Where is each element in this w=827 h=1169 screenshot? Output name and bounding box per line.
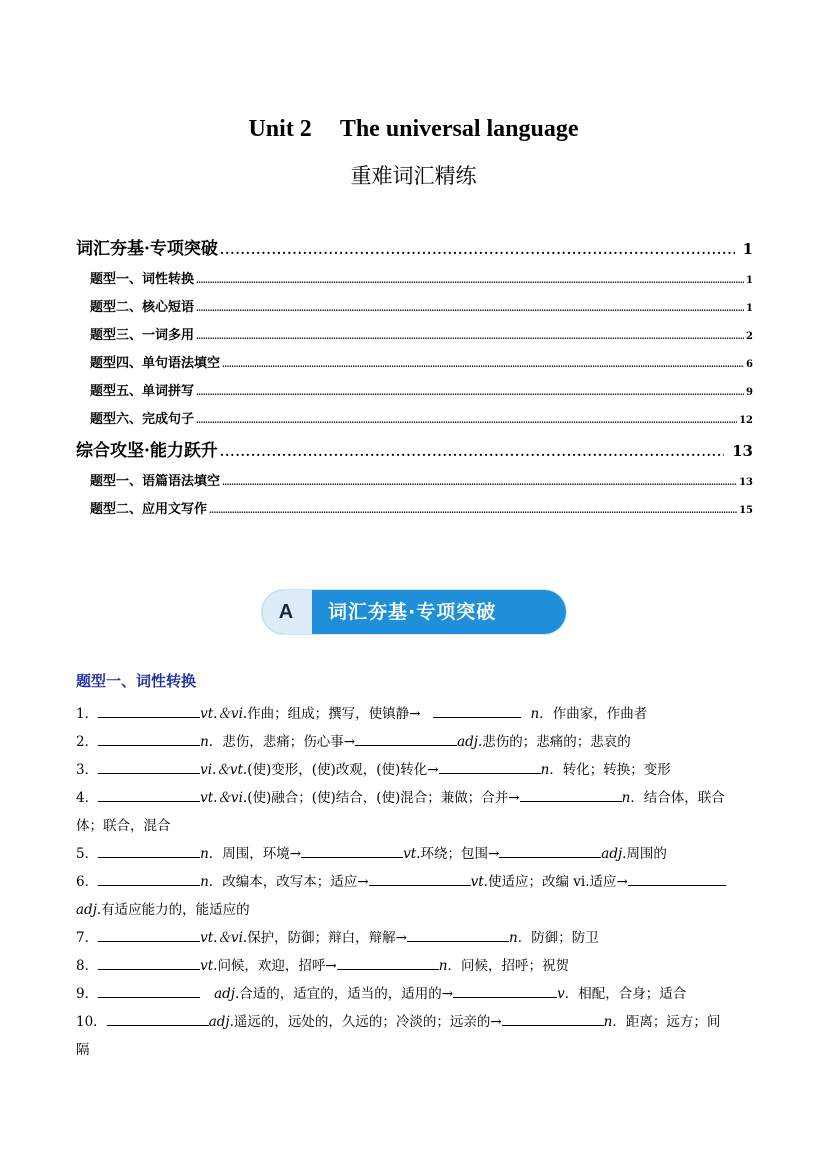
toc-entry[interactable]: 题型五、单词拼写 ..... 9 [76,378,753,406]
answer-blank[interactable] [439,759,541,774]
title-text: The universal language [339,116,579,142]
answer-blank[interactable] [502,1011,604,1026]
exercise-item: 9． adj.合适的，适宜的，适当的，适用的→ v．相配，合身；适合 [76,980,754,1008]
toc-entry[interactable]: 题型三、一词多用 ..... 2 [76,322,753,350]
answer-blank[interactable] [433,703,521,718]
answer-blank[interactable] [98,703,200,718]
answer-blank[interactable] [98,955,200,970]
exercise-item: 1． vt.＆vi.作曲；组成；撰写，使镇静→ n．作曲家，作曲者 [76,700,754,728]
exercise-list [76,700,754,1064]
exercise-item: 8． vt.问候，欢迎，招呼→ n．问候，招呼；祝贺 [76,952,754,980]
answer-blank[interactable] [499,843,601,858]
answer-blank[interactable] [520,787,622,802]
answer-blank[interactable] [337,955,439,970]
exercise-item: 5． n．周围，环境→ vt.环绕；包围→ adj.周围的 [76,840,754,868]
exercise-item: 10． adj.遥远的，远处的，久远的；冷淡的；远亲的→ n．距离；远方；间 隔 [76,1008,754,1064]
toc-entry[interactable]: 题型一、语篇语法填空 ..... 13 [76,468,753,496]
answer-blank[interactable] [355,731,457,746]
answer-blank[interactable] [98,787,200,802]
answer-blank[interactable] [98,759,200,774]
toc-entry[interactable]: 题型一、词性转换 ..... 1 [76,266,753,294]
document-title [0,116,827,143]
toc-entry[interactable]: 题型四、单句语法填空 ..... 6 [76,350,753,378]
section-banner [262,590,566,634]
answer-blank[interactable] [453,983,557,998]
answer-blank[interactable] [98,983,200,998]
answer-blank[interactable] [98,927,200,942]
answer-blank[interactable] [301,843,403,858]
toc-entry[interactable]: 题型六、完成句子 ..... 12 [76,406,753,434]
answer-blank[interactable] [628,871,726,886]
section-heading: 题型一、词性转换 [76,672,197,690]
toc-entry[interactable]: 题型二、应用文写作 ..... 15 [76,496,753,524]
answer-blank[interactable] [407,927,509,942]
toc-entry[interactable]: 题型二、核心短语 ..... 1 [76,294,753,322]
answer-blank[interactable] [107,1011,209,1026]
exercise-item: 2． n．悲伤，悲痛；伤心事→ adj.悲伤的；悲痛的；悲哀的 [76,728,754,756]
answer-blank[interactable] [369,871,471,886]
exercise-item: 3． vi.＆vt.(使)变形，(使)改观，(使)转化→ n．转化；转换；变形 [76,756,754,784]
banner-letter: A [278,601,294,623]
answer-blank[interactable] [98,843,200,858]
exercise-item: 6． n．改编本，改写本；适应→ vt.使适应；改编 vi.适应→ adj.有适应能力的，能适应的 [76,868,754,924]
toc-entry[interactable]: 综合攻坚·能力跃升 ..... 13 [76,434,753,468]
document-subtitle: 重难词汇精练 [350,164,477,188]
banner-title: 词汇夯基·专项突破 [328,601,497,623]
exercise-item: 4． vt.＆vi.(使)融合；(使)结合，(使)混合；兼做；合并→ n．结合体，联合 体；联合，混合 [76,784,754,840]
answer-blank[interactable] [98,731,200,746]
toc-entry[interactable]: 词汇夯基·专项突破 ..... 1 [76,232,753,266]
table-of-contents [76,232,753,524]
unit-label: Unit 2 [248,116,312,142]
exercise-item: 7． vt.＆vi.保护，防御；辩白，辩解→ n．防御；防卫 [76,924,754,952]
answer-blank[interactable] [98,871,200,886]
